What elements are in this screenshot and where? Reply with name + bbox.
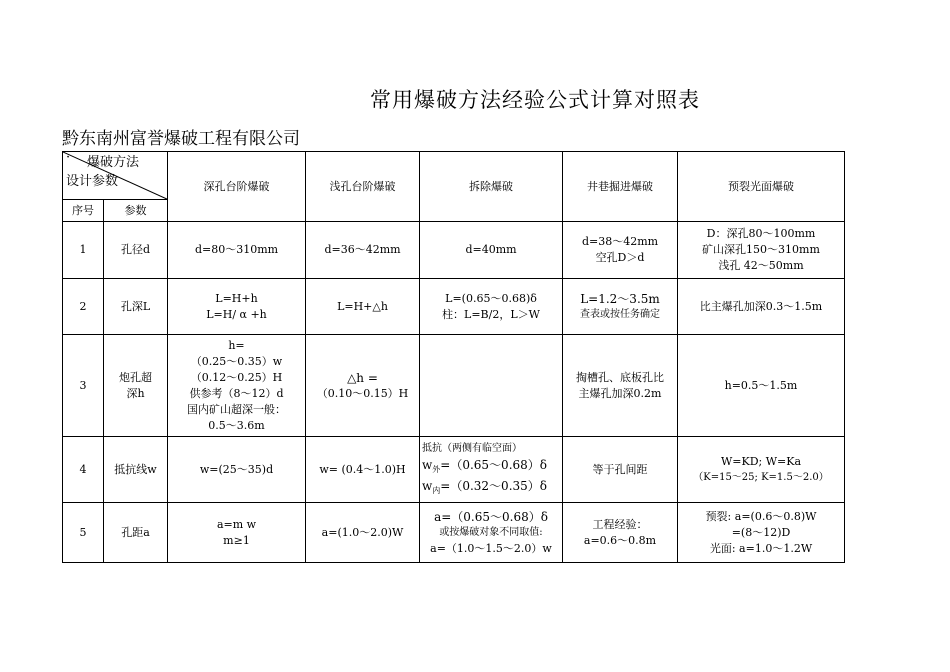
cell-deep (168, 279, 306, 335)
cell-text: h= (228, 338, 245, 352)
cell-tunnel (563, 437, 678, 503)
cell-shallow (306, 335, 420, 437)
cell-text: W=KD; W=Ka (720, 454, 802, 468)
w-value: =（0.32～0.35）δ (440, 478, 547, 493)
header-param-label: 设计参数 (66, 174, 119, 189)
cell-shallow (306, 503, 420, 563)
cell-presplit (678, 503, 845, 563)
row-number: 2 (63, 279, 104, 335)
table-row (63, 335, 845, 437)
cell-text: 等于孔间距 (592, 462, 648, 476)
table-row (63, 437, 845, 503)
w-subscript: 外 (432, 464, 441, 474)
cell-tunnel (563, 222, 678, 279)
w-symbol: w (422, 457, 433, 472)
row-param (104, 335, 168, 437)
cell-shallow (306, 222, 420, 279)
cell-text: L=H+△h (337, 299, 388, 313)
cell-text: 矿山深孔150～310mm (702, 243, 820, 256)
cell-demolition (420, 335, 563, 437)
row-number: 1 (63, 222, 104, 279)
cell-text: a=m w (216, 517, 257, 531)
header-tunnel: 井巷掘进爆破 (563, 152, 678, 222)
header-dot: · (66, 151, 71, 165)
cell-shallow (306, 279, 420, 335)
cell-text: d=40mm (465, 243, 517, 256)
cell-text: L=1.2～3.5m (580, 291, 660, 306)
header-demolition: 拆除爆破 (420, 152, 563, 222)
cell-text: 工程经验： (592, 517, 648, 531)
header-row (63, 152, 845, 200)
cell-presplit (678, 437, 845, 503)
cell-text: a=（1.0～1.5～2.0）w (430, 541, 552, 555)
w-subscript: 内 (432, 485, 441, 495)
cell-text: d=38～42mm (581, 235, 659, 248)
cell-text: 柱：L=B/2，L＞W (442, 307, 540, 321)
cell-text: 0.5～3.6m (208, 418, 265, 432)
cell-text: a=0.6～0.8m (583, 533, 657, 547)
row-param: 孔径d (104, 222, 168, 279)
cell-text: d=80～310mm (194, 243, 279, 256)
row-number: 3 (63, 335, 104, 437)
cell-demolition (420, 503, 563, 563)
cell-text: 预裂: a=(0.6～0.8)W (705, 509, 817, 523)
cell-text: 深h (126, 386, 145, 400)
header-param: 参数 (104, 200, 168, 222)
w-inner-line (422, 478, 560, 499)
cell-text: （K=15～25; K=1.5～2.0） (693, 471, 829, 483)
header-shallow-hole: 浅孔台阶爆破 (306, 152, 420, 222)
table-row (63, 503, 845, 563)
table-row (63, 279, 845, 335)
header-method-label: 爆破方法 (87, 155, 140, 170)
cell-text: =(8～12)D (731, 525, 791, 539)
cell-text: L=(0.65～0.68)δ (445, 291, 537, 305)
cell-text: w=(25～35)d (199, 462, 274, 476)
cell-text: △h = (347, 370, 378, 385)
w-outer-line (422, 457, 560, 478)
cell-text: 空孔D＞d (595, 251, 645, 264)
cell-text: 光面: a=1.0～1.2W (709, 541, 813, 555)
page-title: 常用爆破方法经验公式计算对照表 (370, 88, 700, 112)
cell-text: （0.25～0.35）w (190, 354, 283, 368)
diagonal-header-cell (63, 152, 168, 200)
blasting-formula-table (62, 151, 845, 563)
cell-text: 抵抗（两侧有临空面） (422, 442, 522, 454)
cell-text: 浅孔 42～50mm (718, 259, 804, 272)
cell-demolition (420, 279, 563, 335)
cell-text: 或按爆破对象不同取值: (439, 526, 543, 538)
row-number: 4 (63, 437, 104, 503)
cell-text: a=(1.0～2.0)W (321, 525, 404, 539)
w-value: =（0.65～0.68）δ (440, 457, 547, 472)
table-row (63, 222, 845, 279)
cell-text: a=（0.65～0.68）δ (434, 509, 548, 524)
cell-text: L=H+h (215, 291, 258, 305)
row-param: 孔深L (104, 279, 168, 335)
cell-presplit (678, 335, 845, 437)
cell-text: 主爆孔加深0.2m (578, 386, 662, 400)
cell-text: 供参考（8～12）d (189, 386, 284, 400)
cell-text: 查表或按任务确定 (580, 308, 660, 320)
cell-presplit (678, 222, 845, 279)
cell-text: m≥1 (223, 533, 250, 547)
cell-deep (168, 437, 306, 503)
cell-demolition (420, 222, 563, 279)
header-presplit: 预裂光面爆破 (678, 152, 845, 222)
cell-demolition (420, 437, 563, 503)
cell-text: L=H/ α +h (206, 307, 267, 321)
cell-text: D：深孔80～100mm (706, 227, 816, 240)
cell-text: （0.12～0.25）H (190, 370, 283, 384)
cell-text: 炮孔超 (119, 370, 152, 384)
row-param: 抵抗线w (104, 437, 168, 503)
cell-text: w= (0.4～1.0)H (319, 462, 406, 476)
cell-text: 掏槽孔、底板孔比 (576, 370, 664, 384)
cell-tunnel (563, 279, 678, 335)
cell-text: 国内矿山超深一般： (187, 402, 286, 416)
row-param: 孔距a (104, 503, 168, 563)
header-deep-hole: 深孔台阶爆破 (168, 152, 306, 222)
cell-text: 比主爆孔加深0.3～1.5m (699, 299, 823, 313)
cell-text: （0.10～0.15）H (316, 386, 409, 400)
cell-shallow (306, 437, 420, 503)
cell-tunnel (563, 335, 678, 437)
header-no: 序号 (63, 200, 104, 222)
cell-presplit (678, 279, 845, 335)
cell-deep (168, 503, 306, 563)
cell-text: h=0.5～1.5m (724, 378, 798, 392)
company-name: 黔东南州富誉爆破工程有限公司 (62, 129, 300, 149)
row-number: 5 (63, 503, 104, 563)
cell-tunnel (563, 503, 678, 563)
cell-deep (168, 335, 306, 437)
w-symbol: w (422, 478, 433, 493)
cell-deep (168, 222, 306, 279)
cell-text: d=36～42mm (324, 243, 401, 256)
